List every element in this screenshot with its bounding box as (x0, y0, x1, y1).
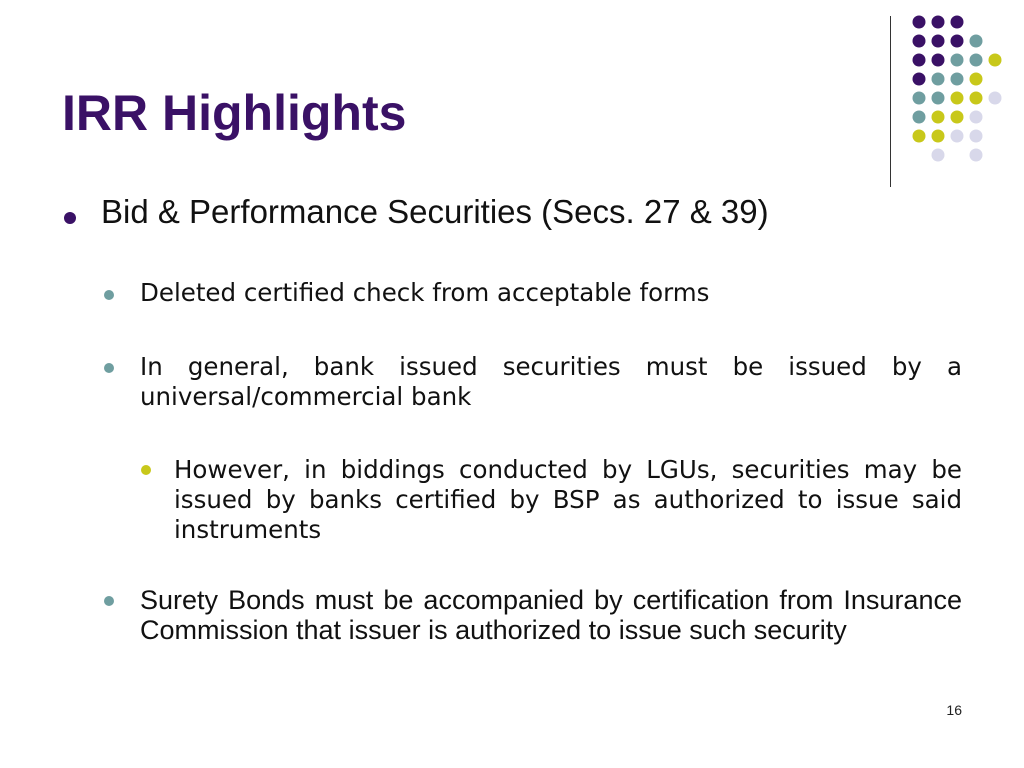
decorative-dot (932, 92, 945, 105)
decorative-dot (970, 73, 983, 86)
decorative-dot (932, 111, 945, 124)
decorative-dot (951, 92, 964, 105)
decorative-dot (951, 73, 964, 86)
decorative-dot (970, 130, 983, 143)
decorative-dot (913, 92, 926, 105)
decorative-dot (989, 92, 1002, 105)
bullet-dot-level1 (64, 212, 76, 224)
bullet-level2-text: In general, bank issued securities must be issued by a universal/commercial bank (140, 352, 962, 411)
bullet-dot-level2 (104, 363, 114, 373)
decorative-dot (913, 16, 926, 29)
vertical-divider (890, 16, 891, 187)
decorative-dot (951, 35, 964, 48)
decorative-dot (970, 35, 983, 48)
decorative-dot (913, 130, 926, 143)
decorative-dot (970, 54, 983, 67)
bullet-level2-text: Surety Bonds must be accompanied by certification from Insurance Commission that issuer is authorized to issue such security (140, 585, 962, 645)
decorative-dot (951, 54, 964, 67)
decorative-dot (989, 54, 1002, 67)
decorative-dot (932, 16, 945, 29)
decorative-dot (913, 111, 926, 124)
decorative-dot (913, 35, 926, 48)
decorative-dot (932, 130, 945, 143)
decorative-dot (970, 149, 983, 162)
decorative-dot (951, 111, 964, 124)
decorative-dot (970, 92, 983, 105)
page-number: 16 (946, 702, 962, 718)
bullet-dot-level2 (104, 290, 114, 300)
bullet-dot-level3 (141, 465, 151, 475)
bullet-level3-text: However, in biddings conducted by LGUs, securities may be issued by banks certified by BSP as authorized to issue said instruments (174, 455, 962, 544)
decorative-dot (932, 54, 945, 67)
decorative-dot (951, 16, 964, 29)
decorative-dot (913, 73, 926, 86)
bullet-level1-text: Bid & Performance Securities (Secs. 27 & 39) (101, 193, 769, 230)
decorative-dot (932, 35, 945, 48)
decorative-dot (951, 130, 964, 143)
decorative-dot (932, 73, 945, 86)
bullet-level2-text: Deleted certified check from acceptable forms (140, 278, 710, 307)
decorative-dot (970, 111, 983, 124)
bullet-dot-level2 (104, 596, 114, 606)
decorative-dot (932, 149, 945, 162)
slide-title: IRR Highlights (62, 85, 407, 141)
decorative-dot (913, 54, 926, 67)
